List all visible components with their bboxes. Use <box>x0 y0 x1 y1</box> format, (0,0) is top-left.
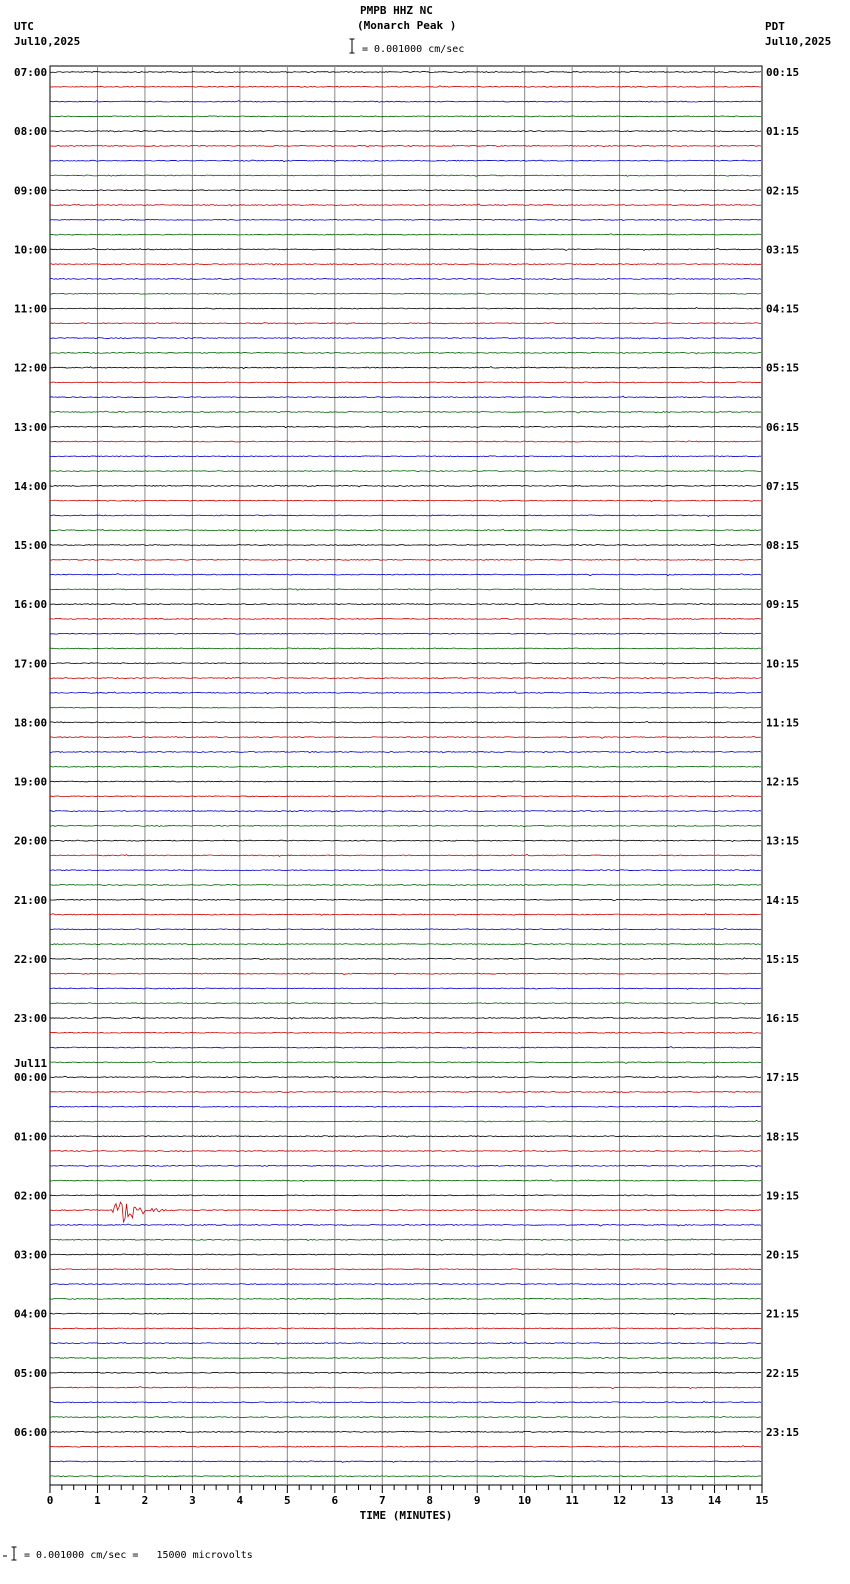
utc-hour-label: 11:00 <box>14 302 48 316</box>
seismic-trace <box>50 441 761 442</box>
pdt-hour-label: 00:15 <box>766 66 800 79</box>
seismic-trace <box>50 840 761 842</box>
seismic-trace <box>50 1032 761 1033</box>
seismic-trace <box>50 692 761 694</box>
pdt-hour-label: 08:15 <box>766 539 800 552</box>
utc-hour-label: 03:00 <box>14 1248 48 1262</box>
seismic-trace <box>50 116 761 117</box>
seismic-trace <box>50 1239 761 1241</box>
seismic-trace <box>50 1328 761 1330</box>
seismic-trace <box>50 663 761 664</box>
x-tick-label: 12 <box>612 1494 627 1507</box>
seismic-trace <box>50 810 761 812</box>
pdt-hour-label: 21:15 <box>766 1307 800 1321</box>
x-tick-label: 0 <box>46 1494 54 1507</box>
station-location: (Monarch Peak ) <box>357 19 457 32</box>
seismic-trace <box>50 633 761 635</box>
x-axis-label: TIME (MINUTES) <box>359 1509 453 1522</box>
x-tick-label: 4 <box>236 1494 244 1507</box>
seismic-trace <box>50 545 761 546</box>
seismic-trace <box>50 307 761 309</box>
pdt-hour-label: 05:15 <box>766 361 800 375</box>
utc-hour-label: 15:00 <box>14 539 48 552</box>
pdt-hour-label: 04:15 <box>766 302 800 316</box>
left-date: Jul10,2025 <box>14 35 81 48</box>
seismic-trace <box>50 1283 761 1285</box>
seismic-trace <box>50 751 761 753</box>
pdt-hour-label: 15:15 <box>766 952 800 966</box>
seismic-trace <box>50 500 761 501</box>
right-date: Jul10,2025 <box>765 35 832 48</box>
seismic-trace <box>50 131 761 132</box>
seismic-trace <box>50 263 761 265</box>
seismic-trace <box>50 1431 761 1432</box>
seismic-trace <box>50 456 761 457</box>
utc-hour-label: 14:00 <box>14 479 48 493</box>
seismic-trace <box>50 618 761 619</box>
utc-hour-label: 12:00 <box>14 361 48 375</box>
pdt-hour-label: 12:15 <box>766 775 800 789</box>
seismic-trace <box>50 1224 761 1226</box>
seismic-trace <box>50 1461 761 1463</box>
pdt-hour-label: 16:15 <box>766 1012 800 1025</box>
seismic-trace <box>50 352 761 354</box>
seismic-trace <box>50 899 761 901</box>
seismic-trace <box>50 1476 761 1477</box>
utc-hour-label: 04:00 <box>14 1307 48 1321</box>
utc-hour-label: 22:00 <box>14 952 48 966</box>
utc-hour-label: 17:00 <box>14 657 48 671</box>
x-tick-label: 14 <box>707 1494 722 1507</box>
seismic-trace <box>50 278 761 279</box>
x-tick-label: 1 <box>94 1494 101 1507</box>
seismic-trace <box>50 825 761 826</box>
seismic-trace <box>50 1416 761 1417</box>
utc-hour-label: 19:00 <box>14 775 48 789</box>
utc-hour-label: 23:00 <box>14 1012 48 1025</box>
x-tick-label: 15 <box>755 1494 769 1507</box>
seismic-trace <box>50 1387 761 1389</box>
seismic-trace <box>50 515 761 517</box>
seismic-trace <box>50 559 761 560</box>
seismic-trace <box>50 721 761 722</box>
seismic-trace <box>50 219 761 220</box>
seismic-trace <box>50 988 761 989</box>
utc-hour-label: 06:00 <box>14 1425 48 1439</box>
pdt-hour-label: 03:15 <box>766 243 800 257</box>
seismic-trace <box>50 603 761 604</box>
seismic-trace <box>50 323 761 325</box>
seismic-trace <box>50 1047 761 1048</box>
seismic-trace <box>50 1151 761 1152</box>
footer-scale-bar-icon <box>3 1547 17 1560</box>
pdt-hour-label: 22:15 <box>766 1366 800 1380</box>
pdt-hour-label: 07:15 <box>766 479 800 493</box>
pdt-hour-label: 06:15 <box>766 420 800 434</box>
seismic-trace <box>50 781 761 782</box>
seismic-trace <box>50 1254 761 1255</box>
utc-hour-label: 18:00 <box>14 716 48 730</box>
utc-hour-label: 16:00 <box>14 598 48 612</box>
x-tick-label: 3 <box>189 1494 196 1507</box>
seismic-trace <box>50 190 761 192</box>
utc-hour-label: 09:00 <box>14 184 48 198</box>
seismic-trace <box>50 1180 761 1182</box>
seismic-trace <box>50 1091 761 1092</box>
utc-hour-label: 00:00 <box>14 1071 48 1085</box>
pdt-hour-label: 20:15 <box>766 1248 800 1262</box>
seismic-trace <box>50 1298 761 1300</box>
x-tick-label: 5 <box>284 1494 291 1507</box>
pdt-hour-label: 09:15 <box>766 598 800 612</box>
utc-hour-label: 01:00 <box>14 1130 48 1144</box>
seismic-trace <box>50 160 761 162</box>
utc-hour-label: 08:00 <box>14 125 48 139</box>
seismic-trace <box>50 958 761 960</box>
seismic-trace <box>50 1358 761 1359</box>
pdt-hour-label: 11:15 <box>766 716 800 730</box>
seismic-trace <box>50 854 761 856</box>
utc-hour-label: 02:00 <box>14 1189 48 1203</box>
seismic-trace <box>50 204 761 206</box>
seismic-trace <box>50 367 761 369</box>
seismic-trace <box>50 1061 761 1063</box>
seismic-trace <box>50 678 761 680</box>
seismic-trace <box>50 175 761 176</box>
seismic-trace <box>50 1195 761 1196</box>
seismic-trace <box>50 707 761 708</box>
seismic-trace <box>50 382 761 383</box>
utc-hour-label: 07:00 <box>14 66 48 79</box>
x-tick-label: 8 <box>426 1494 434 1507</box>
seismic-trace <box>50 795 761 797</box>
seismic-trace <box>50 1342 761 1344</box>
seismic-trace <box>50 1136 761 1138</box>
seismic-trace <box>50 1165 761 1167</box>
seismic-trace <box>50 1401 761 1403</box>
x-tick-label: 10 <box>518 1494 532 1507</box>
seismic-trace <box>50 72 761 73</box>
seismic-trace <box>50 884 761 885</box>
seismic-trace <box>50 929 761 930</box>
utc-hour-label: 10:00 <box>14 243 48 257</box>
seismic-trace <box>50 411 761 413</box>
seismic-trace <box>50 913 761 915</box>
seismic-trace <box>50 736 761 738</box>
left-timezone: UTC <box>14 20 34 33</box>
footer-scale-note: = 0.001000 cm/sec = 15000 microvolts <box>24 1550 253 1561</box>
x-tick-label: 11 <box>565 1494 579 1507</box>
seismic-trace <box>50 944 761 945</box>
x-tick-label: 9 <box>473 1494 481 1507</box>
seismic-trace <box>50 396 761 397</box>
x-tick-label: 13 <box>660 1494 674 1507</box>
pdt-hour-label: 17:15 <box>766 1071 800 1085</box>
seismic-trace <box>50 973 761 975</box>
pdt-hour-label: 01:15 <box>766 125 800 139</box>
utc-hour-label: 13:00 <box>14 420 48 434</box>
x-tick-label: 2 <box>141 1494 149 1507</box>
pdt-hour-label: 23:15 <box>766 1425 800 1439</box>
seismic-trace <box>50 870 761 871</box>
seismic-trace <box>50 1372 761 1373</box>
seismic-trace <box>50 1003 761 1005</box>
seismic-trace <box>50 529 761 531</box>
right-timezone: PDT <box>765 20 785 33</box>
seismic-trace <box>50 101 761 102</box>
utc-hour-label: 20:00 <box>14 834 48 848</box>
seismic-trace <box>50 145 761 147</box>
seismic-trace <box>50 470 761 472</box>
seismic-trace <box>50 1313 761 1314</box>
pdt-hour-label: 02:15 <box>766 184 800 198</box>
seismic-trace <box>50 1106 761 1107</box>
date-change-label: Jul11 <box>14 1057 48 1071</box>
seismic-trace <box>50 293 761 294</box>
seismic-trace <box>50 766 761 767</box>
seismic-trace <box>50 86 761 88</box>
seismic-trace <box>50 1076 761 1078</box>
scale-label: = 0.001000 cm/sec <box>362 44 465 55</box>
utc-hour-label: 21:00 <box>14 893 48 907</box>
seismic-trace <box>50 338 761 339</box>
pdt-hour-label: 14:15 <box>766 893 800 907</box>
seismic-trace <box>50 1120 761 1122</box>
pdt-hour-label: 19:15 <box>766 1189 800 1203</box>
station-title: PMPB HHZ NC <box>360 4 433 17</box>
scale-bar-icon <box>350 39 355 53</box>
pdt-hour-label: 18:15 <box>766 1130 800 1144</box>
seismic-trace <box>50 574 761 576</box>
seismic-trace <box>50 648 761 650</box>
seismic-trace <box>50 485 761 487</box>
pdt-hour-label: 13:15 <box>766 834 800 848</box>
seismic-trace <box>50 248 761 250</box>
seismic-trace <box>50 1269 761 1270</box>
seismic-trace <box>50 1017 761 1019</box>
seismic-trace <box>50 588 761 590</box>
seismic-trace <box>50 1446 761 1448</box>
pdt-hour-label: 10:15 <box>766 657 800 671</box>
utc-hour-label: 05:00 <box>14 1366 48 1380</box>
x-tick-label: 6 <box>331 1494 339 1507</box>
seismic-trace <box>50 234 761 235</box>
x-tick-label: 7 <box>378 1494 386 1507</box>
event-seismic-trace <box>50 1202 761 1222</box>
seismic-trace <box>50 426 761 428</box>
